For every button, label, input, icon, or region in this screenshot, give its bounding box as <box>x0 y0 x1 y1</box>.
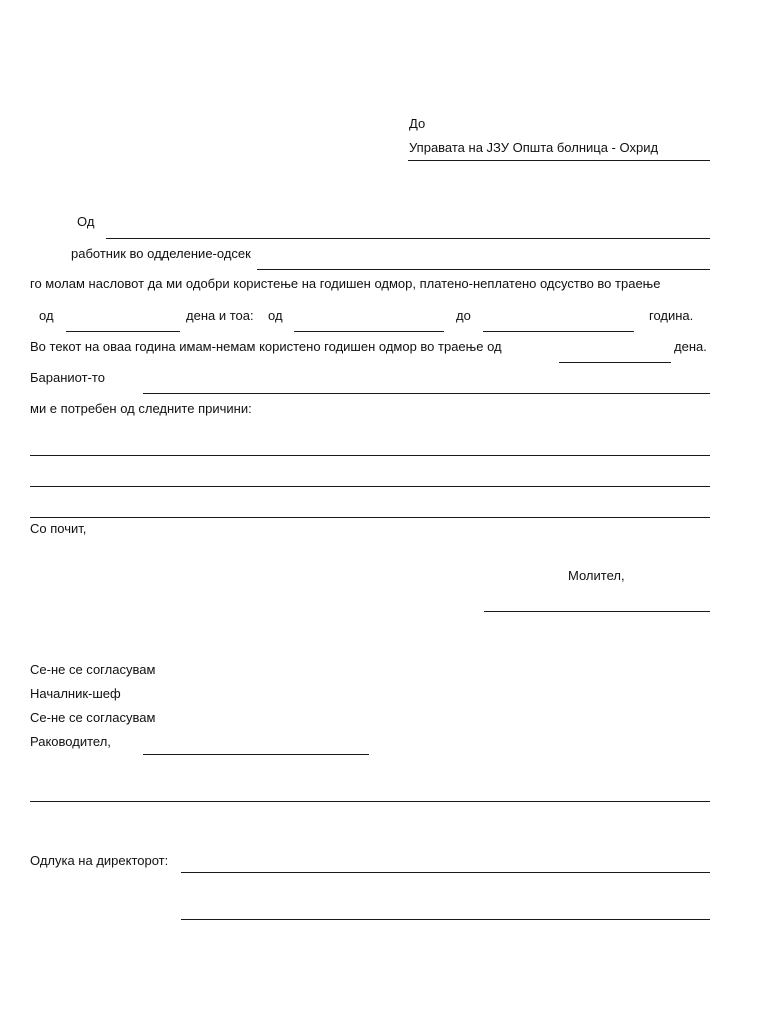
manager-signature-field[interactable] <box>143 754 369 755</box>
days-label: дена. <box>674 339 707 354</box>
head-label: Началник-шеф <box>30 686 121 701</box>
until-date-field[interactable] <box>483 331 634 332</box>
requested-type-field[interactable] <box>143 393 710 394</box>
applicant-label: Молител, <box>568 568 625 583</box>
recipient-text: Управата на ЈЗУ Општа болница - Охрид <box>409 140 659 155</box>
reasons-line-3[interactable] <box>30 517 710 518</box>
year-label: година. <box>649 308 694 323</box>
manager-label: Раководител, <box>30 734 111 749</box>
to-label: До <box>409 116 426 131</box>
days-and-label: дена и тоа: <box>186 308 254 323</box>
duration-days-field[interactable] <box>66 331 180 332</box>
reasons-line-2[interactable] <box>30 486 710 487</box>
section-divider <box>30 801 710 802</box>
from-date-label: од <box>268 308 283 323</box>
reasons-label: ми е потребен од следните причини: <box>30 401 252 416</box>
applicant-signature-field[interactable] <box>484 611 710 612</box>
decision-line-1[interactable] <box>181 872 710 873</box>
from-name-field[interactable] <box>106 238 710 239</box>
reasons-line-1[interactable] <box>30 455 710 456</box>
used-days-field[interactable] <box>559 362 671 363</box>
from-date-field[interactable] <box>294 331 444 332</box>
from-label: Од <box>77 214 95 229</box>
agree-text-1: Се-не се согласувам <box>30 662 156 677</box>
decision-label: Одлука на директорот: <box>30 853 169 868</box>
recipient-underline <box>408 160 710 161</box>
decision-line-2[interactable] <box>181 919 710 920</box>
regards-text: Со почит, <box>30 521 87 536</box>
used-leave-text: Во текот на оваа година имам-немам користено годишен одмор во траење од <box>30 339 502 354</box>
department-field[interactable] <box>257 269 710 270</box>
requested-label: Бараниот-то <box>30 370 105 385</box>
worker-label: работник во одделение-одсек <box>71 246 251 261</box>
from-short-label: од <box>39 308 54 323</box>
request-text: го молам насловот да ми одобри користење на годишен одмор, платено-неплатено одсуство во траење <box>30 276 661 291</box>
agree-text-2: Се-не се согласувам <box>30 710 156 725</box>
until-label: до <box>456 308 471 323</box>
